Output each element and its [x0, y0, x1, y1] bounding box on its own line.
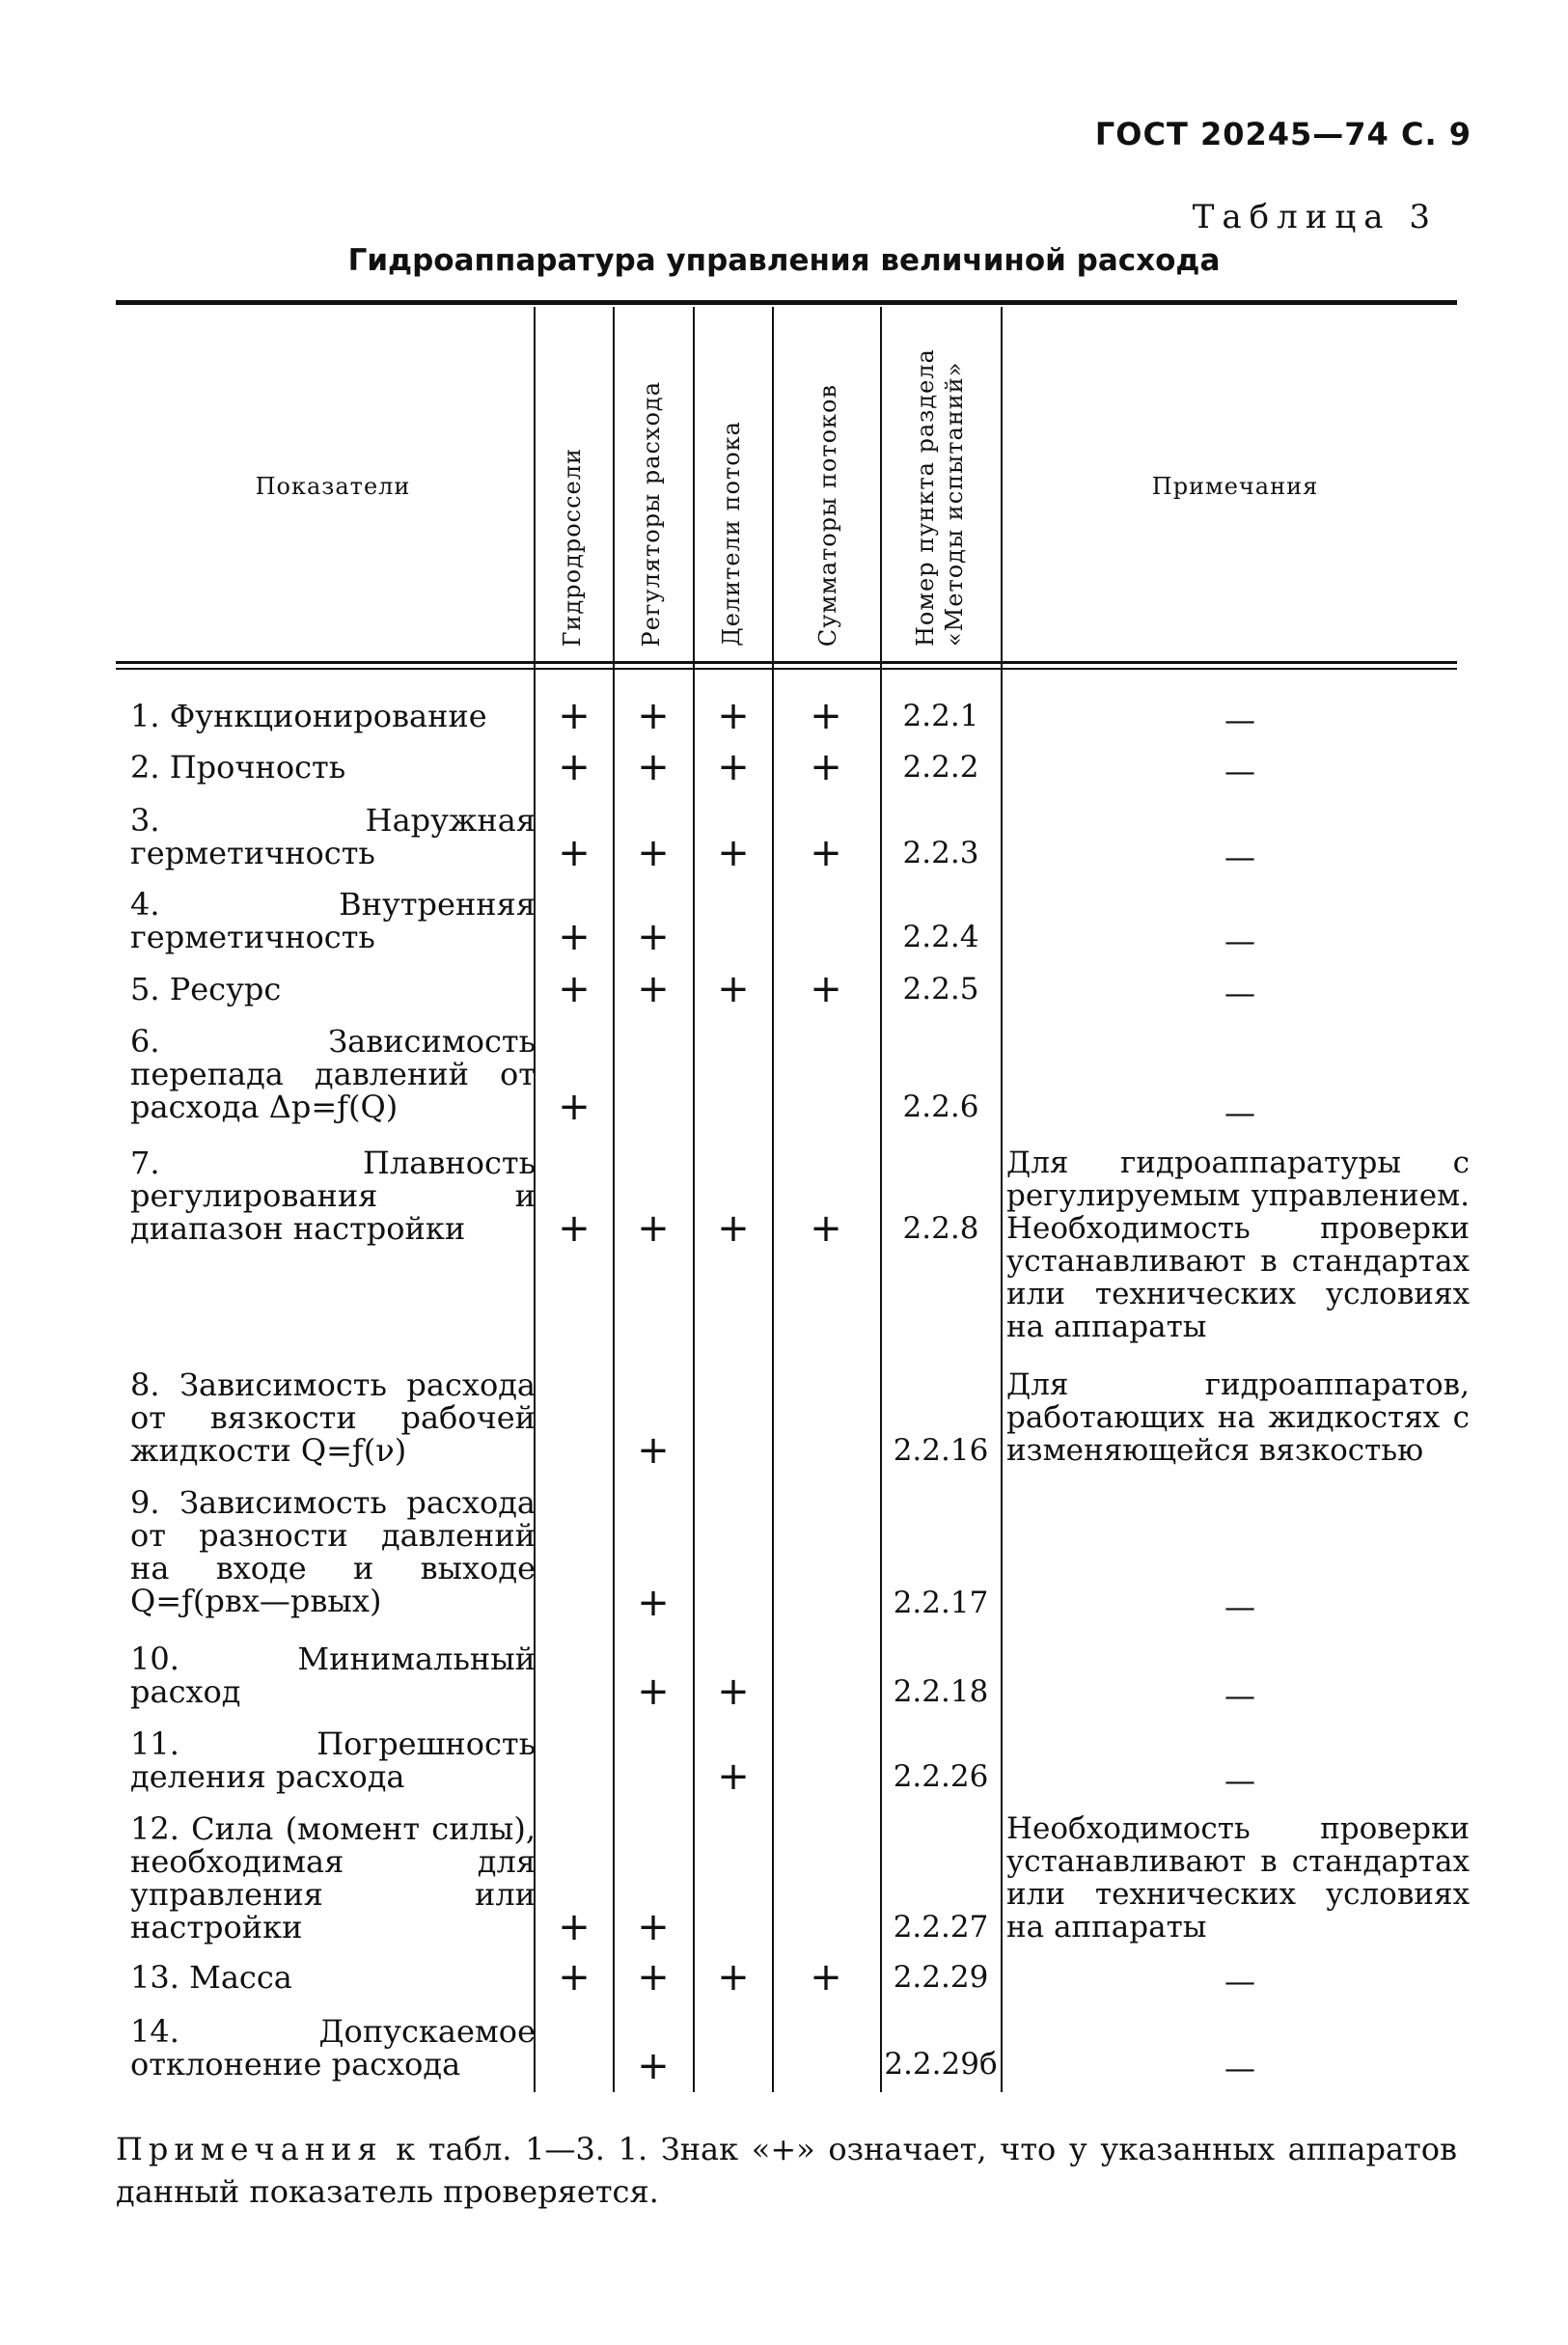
note-cell: Для гидроаппаратуры с регулируемым управлением. Необходимость проверки устанавливают в стандартах или технических условиях на аппараты: [1006, 1145, 1470, 1344]
col-header-flow-summators: Сумматоры потоков: [814, 383, 841, 647]
plus-mark: +: [558, 694, 591, 738]
plus-mark: +: [717, 694, 750, 738]
clause-cell: 2.2.2: [902, 750, 979, 785]
plus-mark: +: [637, 1905, 670, 1949]
plus-mark: +: [717, 1669, 750, 1714]
clause-cell: 2.2.8: [902, 1211, 979, 1246]
col-separator: [1001, 307, 1003, 2092]
clause-cell: 2.2.3: [902, 836, 979, 870]
col-header-notes: Примечания: [1151, 473, 1319, 500]
footnote: [116, 2128, 1457, 2213]
clause-cell: 2.2.27: [893, 1910, 989, 1945]
indicator-cell: 5. Ресурс: [130, 971, 282, 1007]
plus-mark: +: [637, 745, 670, 789]
plus-mark: +: [810, 745, 842, 789]
plus-mark: +: [637, 1428, 670, 1473]
col-separator: [772, 307, 774, 2092]
col-header-flow-dividers: Делители потока: [718, 421, 745, 647]
footnote-lead: Примечания: [116, 2131, 383, 2167]
plus-mark: +: [558, 1206, 591, 1251]
col-separator: [693, 307, 695, 2092]
note-dash: —: [1224, 1094, 1255, 1131]
plus-mark: +: [558, 745, 591, 789]
plus-mark: +: [637, 1955, 670, 2000]
indicator-cell: 8. Зависимость расхода от вязкости рабочей жидкости Q=ƒ(ν): [130, 1366, 536, 1469]
plus-mark: +: [558, 915, 591, 959]
clause-cell: 2.2.5: [902, 972, 979, 1007]
page-header: ГОСТ 20245—74 С. 9: [1094, 116, 1472, 152]
plus-mark: +: [637, 1206, 670, 1251]
plus-mark: +: [810, 967, 842, 1011]
col-header-flow-regulators: Регуляторы расхода: [638, 380, 665, 647]
clause-cell: 2.2.16: [893, 1433, 989, 1468]
plus-mark: +: [637, 694, 670, 738]
plus-mark: +: [810, 1955, 842, 2000]
clause-cell: 2.2.18: [893, 1674, 989, 1709]
plus-mark: +: [717, 745, 750, 789]
plus-mark: +: [717, 1955, 750, 2000]
plus-mark: +: [558, 967, 591, 1011]
indicator-cell: 12. Сила (момент силы), необходимая для управления или настройки: [130, 1810, 536, 1945]
col-header-indicators: Показатели: [255, 473, 411, 500]
col-header-throttles: Гидродроссели: [559, 447, 586, 647]
clause-cell: 2.2.29: [893, 1960, 989, 1995]
indicator-cell: 14. Допускаемое отклонение расхода: [130, 2013, 536, 2083]
indicator-cell: 3. Наружная герметичность: [130, 802, 536, 871]
col-header-clause: Номер пункта раздела «Методы испытаний»: [912, 348, 968, 647]
table-top-rule: [116, 300, 1457, 305]
note-dash: —: [1224, 839, 1255, 875]
indicator-cell: 1. Функционирование: [130, 698, 487, 734]
header-bottom-rule: [116, 661, 1457, 664]
plus-mark: +: [717, 831, 750, 875]
clause-cell: 2.2.26: [893, 1759, 989, 1794]
col-separator: [880, 307, 882, 2092]
note-dash: —: [1224, 975, 1255, 1011]
plus-mark: +: [717, 1754, 750, 1799]
header-bottom-rule-second: [116, 668, 1457, 670]
indicator-cell: 2. Прочность: [130, 749, 346, 786]
footnote-text: к табл. 1—3. 1. Знак «+» означает, что у указанных аппаратов данный показатель проверяется.: [116, 2131, 1458, 2210]
plus-mark: +: [810, 831, 842, 875]
note-cell: Необходимость проверки устанавливают в стандартах или технических условиях на аппараты: [1006, 1811, 1470, 1945]
note-dash: —: [1224, 1677, 1255, 1714]
indicator-cell: 4. Внутренняя герметичность: [130, 886, 536, 955]
clause-cell: 2.2.17: [893, 1586, 989, 1620]
plus-mark: +: [558, 831, 591, 875]
clause-cell: 2.2.6: [902, 1090, 979, 1124]
col-separator: [613, 307, 615, 2092]
clause-cell: 2.2.29б: [884, 2047, 998, 2082]
plus-mark: +: [558, 1955, 591, 2000]
note-dash: —: [1224, 1588, 1255, 1625]
clause-cell: 2.2.1: [902, 699, 979, 733]
plus-mark: +: [637, 2044, 670, 2088]
plus-mark: +: [637, 1581, 670, 1625]
plus-mark: +: [558, 1905, 591, 1949]
plus-mark: +: [637, 831, 670, 875]
note-dash: —: [1224, 702, 1255, 738]
table-label: Таблица 3: [1192, 198, 1438, 236]
indicator-cell: 10. Минимальный расход: [130, 1641, 536, 1710]
note-dash: —: [1224, 753, 1255, 789]
indicator-cell: 9. Зависимость расхода от разности давлений на входе и выходе Q=ƒ(pвх—pвых): [130, 1484, 536, 1619]
note-dash: —: [1224, 1762, 1255, 1799]
clause-cell: 2.2.4: [902, 920, 979, 954]
plus-mark: +: [717, 1206, 750, 1251]
table-title: Гидроаппаратура управления величиной расхода: [347, 243, 1221, 278]
plus-mark: +: [637, 915, 670, 959]
plus-mark: +: [810, 1206, 842, 1251]
indicator-cell: 11. Погрешность деления расхода: [130, 1725, 536, 1795]
note-dash: —: [1224, 2050, 1255, 2086]
indicator-cell: 7. Плавность регулирования и диапазон настройки: [130, 1145, 536, 1247]
plus-mark: +: [637, 1669, 670, 1714]
indicator-cell: 13. Масса: [130, 1959, 292, 1996]
plus-mark: +: [717, 967, 750, 1011]
note-cell: Для гидроаппаратов, работающих на жидкостях с изменяющейся вязкостью: [1006, 1367, 1470, 1468]
note-dash: —: [1224, 923, 1255, 959]
plus-mark: +: [637, 967, 670, 1011]
indicator-cell: 6. Зависимость перепада давлений от расхода Δp=ƒ(Q): [130, 1023, 536, 1125]
plus-mark: +: [810, 694, 842, 738]
note-dash: —: [1224, 1963, 1255, 2000]
plus-mark: +: [558, 1085, 591, 1129]
